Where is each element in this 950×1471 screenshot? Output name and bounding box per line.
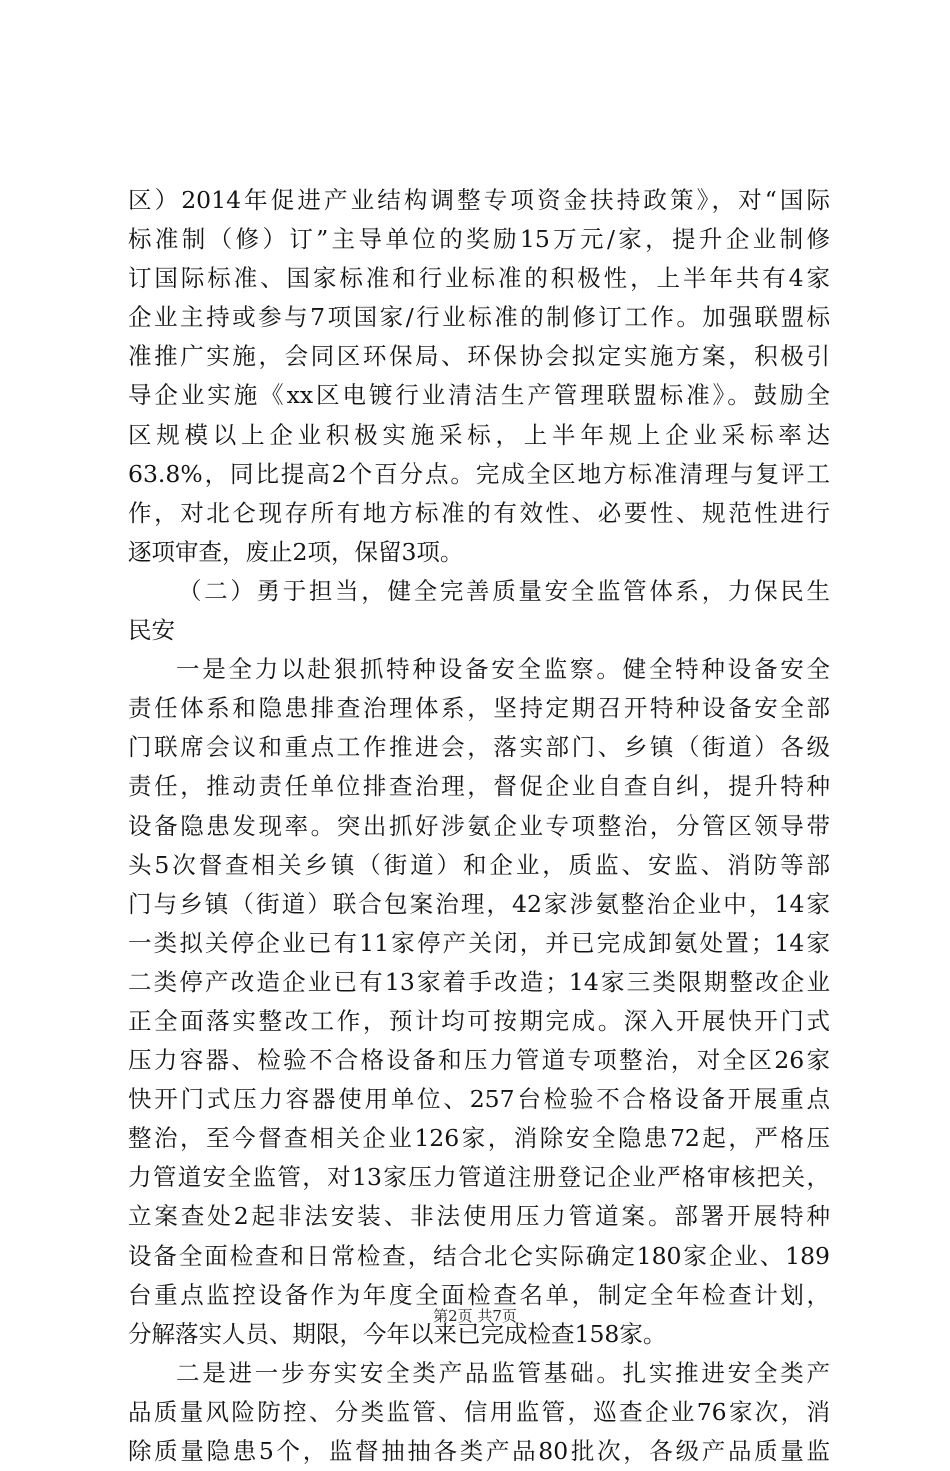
text-line: 一是全力以赴狠抓特种设备安全监察。健全特种设备安全 — [176, 655, 830, 684]
section-heading-line: （二）勇于担当，健全完善质量安全监管体系，力保民生 — [178, 576, 830, 605]
text-line: 二类停产改造企业已有13家着手改造；14家三类限期整改企业 — [128, 967, 830, 996]
text-line: 作，对北仑现存所有地方标准的有效性、必要性、规范性进行 — [128, 498, 830, 527]
text-line: 责任体系和隐患排查治理体系，坚持定期召开特种设备安全部 — [128, 694, 830, 723]
text-line: 标准制（修）订”主导单位的奖励15万元/家，提升企业制修 — [128, 225, 830, 254]
text-line: 快开门式压力容器使用单位、257台检验不合格设备开展重点 — [128, 1085, 830, 1114]
text-line: 订国际标准、国家标准和行业标准的积极性，上半年共有4家 — [128, 264, 830, 293]
text-line: 一类拟关停企业已有11家停产关闭，并已完成卸氨处置；14家 — [128, 928, 830, 957]
text-line: 压力容器、检验不合格设备和压力管道专项整治，对全区26家 — [128, 1046, 830, 1075]
text-line: 门联席会议和重点工作推进会，落实部门、乡镇（街道）各级 — [128, 733, 830, 762]
text-line: 正全面落实整改工作，预计均可按期完成。深入开展快开门式 — [128, 1006, 830, 1035]
text-line: 准推广实施，会同区环保局、环保协会拟定实施方案，积极引 — [128, 342, 830, 371]
document-body — [128, 181, 830, 1471]
text-line: 分解落实人员、期限，今年以来已完成检查158家。 — [128, 1319, 667, 1348]
text-line: 门与乡镇（街道）联合包案治理，42家涉氨整治企业中，14家 — [128, 889, 830, 918]
text-line: 63.8%，同比提高2个百分点。完成全区地方标准清理与复评工 — [128, 459, 830, 488]
section-heading-line: 民安 — [128, 616, 175, 645]
text-line: 整治，至今督查相关企业126家，消除安全隐患72起，严格压 — [128, 1124, 830, 1153]
text-line: 品质量风险防控、分类监管、信用监管，巡查企业76家次，消 — [128, 1397, 830, 1426]
text-line: 台重点监控设备作为年度全面检查名单，制定全年检查计划， — [128, 1280, 830, 1309]
text-line: 企业主持或参与7项国家/行业标准的制修订工作。加强联盟标 — [128, 303, 830, 332]
text-line: 责任，推动责任单位排查治理，督促企业自查自纠，提升特种 — [128, 772, 830, 801]
page-number-footer: 第2页 共7页 — [433, 1307, 517, 1325]
text-line: 区）2014年促进产业结构调整专项资金扶持政策》，对“国际 — [128, 186, 830, 214]
text-line: 逐项审查，废止2项，保留3项。 — [128, 537, 464, 566]
text-line: 头5次督查相关乡镇（街道）和企业，质监、安监、消防等部 — [128, 850, 830, 879]
text-line: 二是进一步夯实安全类产品监管基础。扎实推进安全类产 — [176, 1358, 830, 1387]
text-line: 力管道安全监管，对13家压力管道注册登记企业严格审核把关， — [128, 1163, 830, 1192]
text-line: 除质量隐患5个，监督抽抽各类产品80批次，各级产品质量监 — [128, 1437, 830, 1465]
text-line: 立案查处2起非法安装、非法使用压力管道案。部署开展特种 — [128, 1202, 830, 1231]
text-line: 设备全面检查和日常检查，结合北仑实际确定180家企业、189 — [128, 1241, 830, 1270]
text-line: 设备隐患发现率。突出抓好涉氨企业专项整治，分管区领导带 — [128, 811, 830, 840]
text-line: 区规模以上企业积极实施采标，上半年规上企业采标率达 — [128, 420, 830, 449]
text-line: 导企业实施《xx区电镀行业清洁生产管理联盟标准》。鼓励全 — [128, 381, 830, 410]
